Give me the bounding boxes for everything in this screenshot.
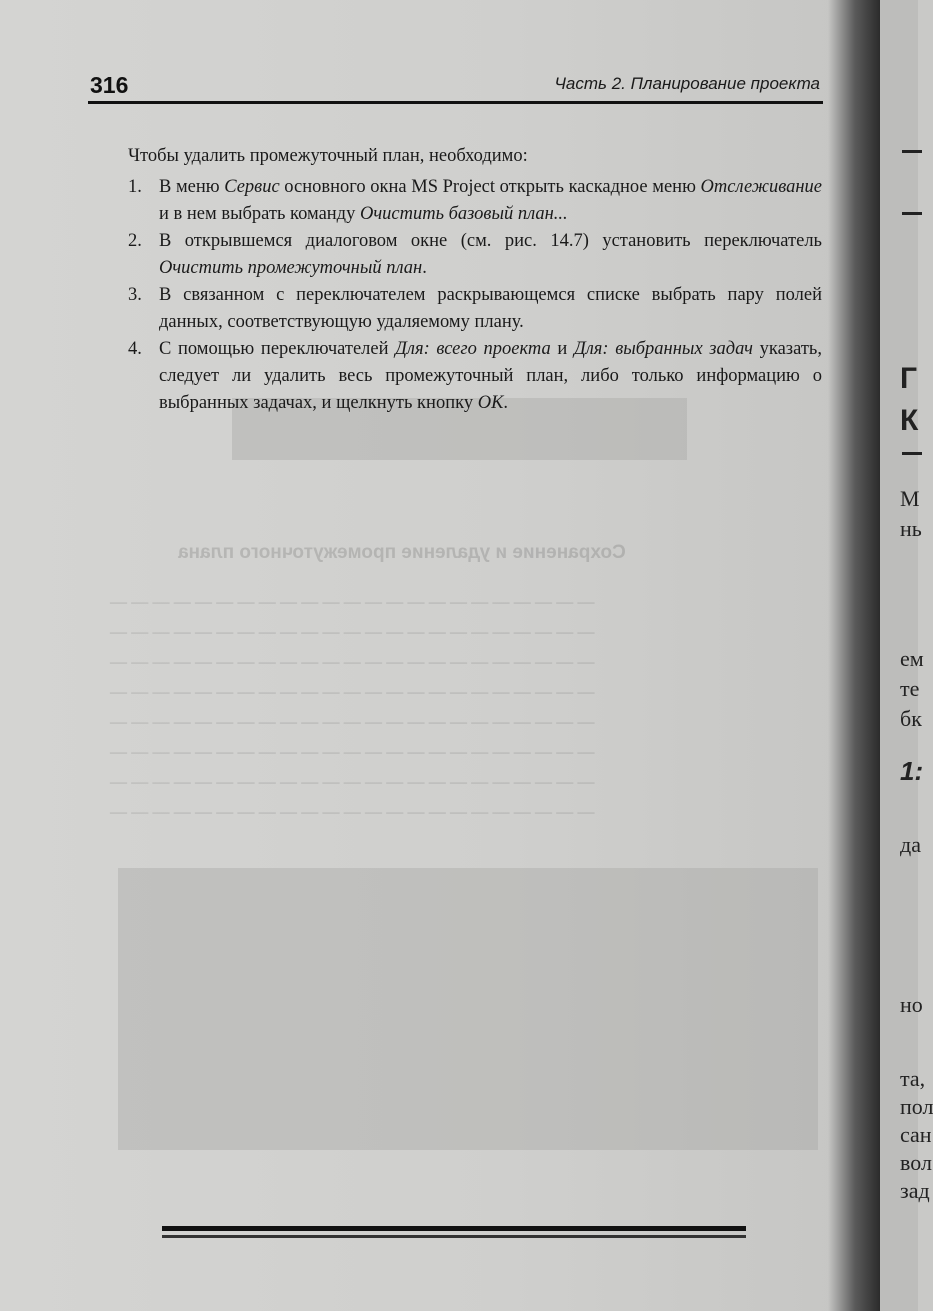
option-name: Для: выбранных задач [573,339,753,359]
step-text: основного окна MS Project открыть каскадное меню [279,177,701,197]
bleed-through-text: — — — — — — — — — — — — — — — — — — — — — — — [110,802,595,821]
step-text: В открывшемся диалоговом окне (см. рис. 14.7) установить переключатель [159,231,822,251]
adjacent-fragment: сан [900,1122,932,1147]
adjacent-fragment: 1: [900,756,924,786]
adjacent-fragment: но [900,992,923,1017]
step-number: 3. [128,285,142,305]
adjacent-fragment: пол [900,1094,933,1119]
adjacent-fragment: зад [900,1178,930,1203]
list-item [128,228,822,282]
bleed-through-text: — — — — — — — — — — — — — — — — — — — — — — — [110,712,595,731]
button-name: ОК [477,393,504,413]
step-text: и [550,339,574,359]
step-number: 2. [128,231,142,251]
bleed-through-figure [118,868,818,1150]
step-text: В связанном с переключателем раскрывающемся списке выбрать пару полей данных, соответствующую удаляемому плану. [159,285,822,332]
list-item [128,174,822,228]
step-number: 1. [128,177,142,197]
adjacent-page-edge [880,0,933,1311]
adjacent-fragment: нь [900,516,922,541]
adjacent-fragment: та, [900,1066,926,1091]
list-item [128,336,822,417]
intro-paragraph: Чтобы удалить промежуточный план, необходимо: [128,146,528,166]
adjacent-fragment: К [900,404,919,437]
step-text: . [422,258,427,278]
list-item [128,282,822,336]
steps-list [128,174,822,417]
submenu-name: Отслеживание [700,177,822,197]
body-text [128,143,822,417]
step-number: 4. [128,339,142,359]
adjacent-fragment: ем [900,646,924,671]
bleed-through-footer-bar [162,1218,746,1244]
page-number: 316 [90,72,129,98]
page-header [90,70,820,100]
adjacent-fragment: те [900,676,920,701]
running-head: Часть 2. Планирование проекта [554,74,820,93]
option-name: Очистить промежуточный план [159,258,423,278]
adjacent-fragment: да [900,832,921,857]
adjacent-fragment: Г [900,362,918,395]
bleed-through-text: — — — — — — — — — — — — — — — — — — — — — — — [110,682,595,701]
menu-name: Сервис [224,177,280,197]
bleed-through-text: — — — — — — — — — — — — — — — — — — — — — — — [110,772,595,791]
adjacent-fragment: вол [900,1150,932,1175]
bleed-through-heading: Сохранение и удаление промежуточного плана [178,542,626,563]
bleed-through-text: — — — — — — — — — — — — — — — — — — — — — — — [110,592,595,611]
step-text: . [503,393,508,413]
book-gutter [828,0,888,1311]
option-name: Для: всего проекта [395,339,551,359]
step-text: указать, следует ли удалить весь промежуточный план, либо только информацию о выбранных задачах, и щелкнуть кнопку [159,339,822,413]
bleed-through-text: — — — — — — — — — — — — — — — — — — — — — — — [110,622,595,641]
header-rule [88,101,823,104]
adjacent-fragment: бк [900,706,922,731]
bleed-through-text: — — — — — — — — — — — — — — — — — — — — — — — [110,652,595,671]
step-text: С помощью переключателей [159,339,396,359]
bleed-through-text: — — — — — — — — — — — — — — — — — — — — — — — [110,742,595,761]
step-text: В меню [159,177,225,197]
step-text: и в нем выбрать команду [159,204,360,224]
command-name: Очистить базовый план... [359,204,568,224]
adjacent-fragment: М [900,486,920,511]
